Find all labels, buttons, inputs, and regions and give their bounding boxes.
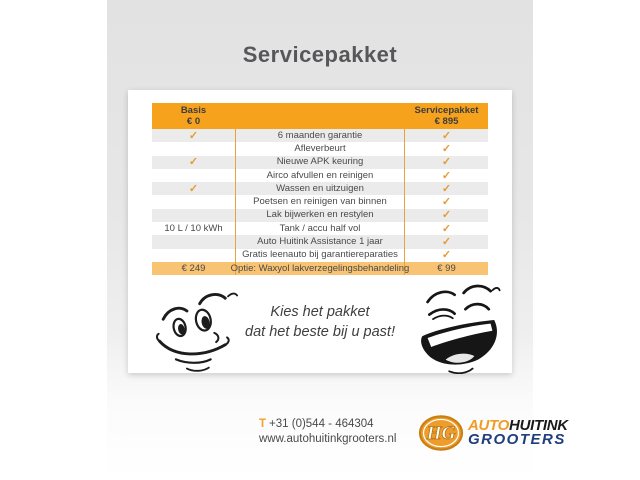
dealer-logo [418,412,568,454]
basis-cell [152,209,235,222]
check-icon: ✓ [441,156,452,169]
service-cell [405,235,488,248]
hg-monogram-icon [418,412,464,454]
basis-price: € 0 [186,116,201,127]
basis-cell [152,169,235,182]
service-cell [405,129,488,142]
servicepakket-price: € 895 [434,116,459,127]
table-row [152,262,488,275]
table-row [152,195,488,208]
service-label: Lak bijwerken en restylen [235,209,405,222]
comparison-card [128,90,512,373]
service-label: Nieuwe APK keuring [235,156,405,169]
header-servicepakket [405,103,488,129]
check-icon: ✓ [441,196,452,209]
basis-cell [152,249,235,262]
footer-contact [259,417,396,446]
service-cell [405,142,488,155]
table-body [152,129,488,275]
service-label: Airco afvullen en reinigen [235,169,405,182]
table-row [152,169,488,182]
service-label: Afleverbeurt [235,142,405,155]
check-icon: ✓ [188,182,199,195]
promo-line1: Kies het pakket [270,304,370,320]
service-cell [405,182,488,195]
check-icon: ✓ [441,236,452,249]
check-icon: ✓ [441,209,452,222]
logo-word-huitink: HUITINK [509,417,568,434]
phone-number: +31 (0)544 - 464304 [269,418,374,430]
table-row [152,156,488,169]
service-label: 6 maanden garantie [235,129,405,142]
check-icon: ✓ [441,222,452,235]
laughing-face-illustration [412,284,508,374]
service-label: Auto Huitink Assistance 1 jaar [235,235,405,248]
table-row [152,235,488,248]
promo-line2: dat het beste bij u past! [245,324,395,340]
basis-cell [152,182,235,195]
service-label: Gratis leenauto bij garantiereparaties [235,249,405,262]
check-icon: ✓ [441,249,452,262]
check-icon: ✓ [188,156,199,169]
service-label: Tank / accu half vol [235,222,405,235]
service-label: Optie: Waxyol lakverzegelingsbehandeling [230,262,410,274]
basis-cell [152,195,235,208]
table-row [152,129,488,142]
package-table [152,103,488,275]
website-url: www.autohuitinkgrooters.nl [259,432,397,445]
check-icon: ✓ [188,129,199,142]
table-header [152,103,488,129]
basis-cell [152,156,235,169]
basis-cell [152,129,235,142]
service-label: Poetsen en reinigen van binnen [235,195,405,208]
phone-line [259,417,396,432]
service-cell [405,249,488,262]
logo-word-grooters: GROOTERS [468,431,566,448]
svg-text:HG: HG [426,423,456,445]
logo-wordmark [468,419,568,447]
table-row [152,249,488,262]
page-title: Servicepakket [242,42,398,67]
service-cell: € 99 [437,262,456,274]
service-cell [405,156,488,169]
check-icon: ✓ [441,182,452,195]
service-cell [405,169,488,182]
logo-word-auto: AUTO [468,417,510,434]
table-row [152,182,488,195]
table-row [152,222,488,235]
check-icon: ✓ [441,129,452,142]
service-cell [405,222,488,235]
table-row [152,142,488,155]
basis-cell [152,235,235,248]
table-row [152,209,488,222]
content-area [107,0,568,480]
check-icon: ✓ [441,169,452,182]
servicepakket-label: Servicepakket [414,105,479,116]
basis-cell: 10 L / 10 kWh [164,222,223,234]
header-basis [152,103,235,129]
service-label: Wassen en uitzuigen [235,182,405,195]
basis-cell [152,142,235,155]
check-icon: ✓ [441,142,452,155]
service-cell [405,209,488,222]
basis-cell: € 249 [181,262,206,274]
basis-label: Basis [180,105,207,116]
header-spacer [235,103,405,129]
phone-prefix: T [259,418,267,430]
service-cell [405,195,488,208]
